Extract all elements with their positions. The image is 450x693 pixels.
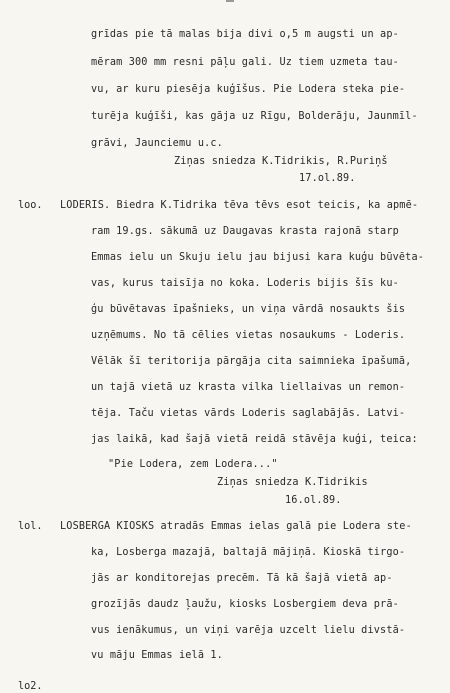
- entry-number: loo.: [18, 200, 43, 211]
- text-line: ram 19.gs. sākumā uz Daugavas krasta rajonā starp: [91, 226, 399, 237]
- entry-number: lol.: [18, 521, 43, 532]
- entry-number: lo2.: [18, 681, 43, 692]
- text-line: mēram 300 mm resni pāļu gali. Uz tiem uzmeta tau-: [91, 57, 399, 68]
- text-line: un tajā vietā uz krasta vilka liellaivas un remon-: [91, 382, 406, 393]
- entry-first-line: LODERIS. Biedra K.Tidrika tēva tēvs esot teicis, ka apmē-: [60, 200, 419, 211]
- text-line: vus ienākumus, un viņi varēja uzcelt lielu divstā-: [91, 625, 406, 636]
- text-line: "Pie Lodera, zem Lodera...": [108, 459, 278, 470]
- text-line: vu māju Emmas ielā 1.: [91, 650, 223, 661]
- text-line: ka, Losberga mazajā, baltajā mājiņā. Kioskā tirgo-: [91, 547, 406, 558]
- text-line: grozījās daudz ļaužu, kiosks Losbergiem deva prā-: [91, 599, 399, 610]
- text-line: ģu būvētavas īpašnieks, un viņa vārdā nosaukts šis: [91, 304, 406, 315]
- informant-source: Ziņas sniedza K.Tidrikis: [217, 477, 368, 488]
- record-date: 16.ol.89.: [285, 495, 342, 506]
- text-line: jas laikā, kad šajā vietā reidā stāvēja kuģi, teica:: [91, 434, 418, 445]
- text-line: turēja kuģīši, kas gāja uz Rīgu, Bolderāju, Jaunmīl-: [91, 111, 418, 122]
- text-line: jās ar konditorejas precēm. Tā kā šajā vietā ap-: [91, 573, 393, 584]
- text-line: Emmas ielu un Skuju ielu jau bijusi kara kuģu būvēta-: [91, 252, 425, 263]
- informant-source: Ziņas sniedza K.Tidrikis, R.Puriņš: [174, 156, 388, 167]
- text-line: Vēlāk šī teritorija pārgāja cita saimnieka īpašumā,: [91, 356, 412, 367]
- text-line: uzņēmums. No tā cēlies vietas nosaukums - Loderis.: [91, 330, 406, 341]
- text-line: tēja. Taču vietas vārds Loderis saglabājās. Latvi-: [91, 408, 406, 419]
- entry-first-line: LOSBERGA KIOSKS atradās Emmas ielas galā pie Lodera ste-: [60, 521, 412, 532]
- text-line: vas, kurus taisīja no koka. Loderis bijis šīs ku-: [91, 278, 399, 289]
- text-line: grāvi, Jaunciemu u.c.: [91, 138, 223, 149]
- page-top-mark: [226, 0, 234, 2]
- text-line: vu, ar kuru piesēja kuģīšus. Pie Lodera steka pie-: [91, 84, 406, 95]
- record-date: 17.ol.89.: [299, 173, 356, 184]
- text-line: grīdas pie tā malas bija divi o,5 m augsti un ap-: [91, 29, 399, 40]
